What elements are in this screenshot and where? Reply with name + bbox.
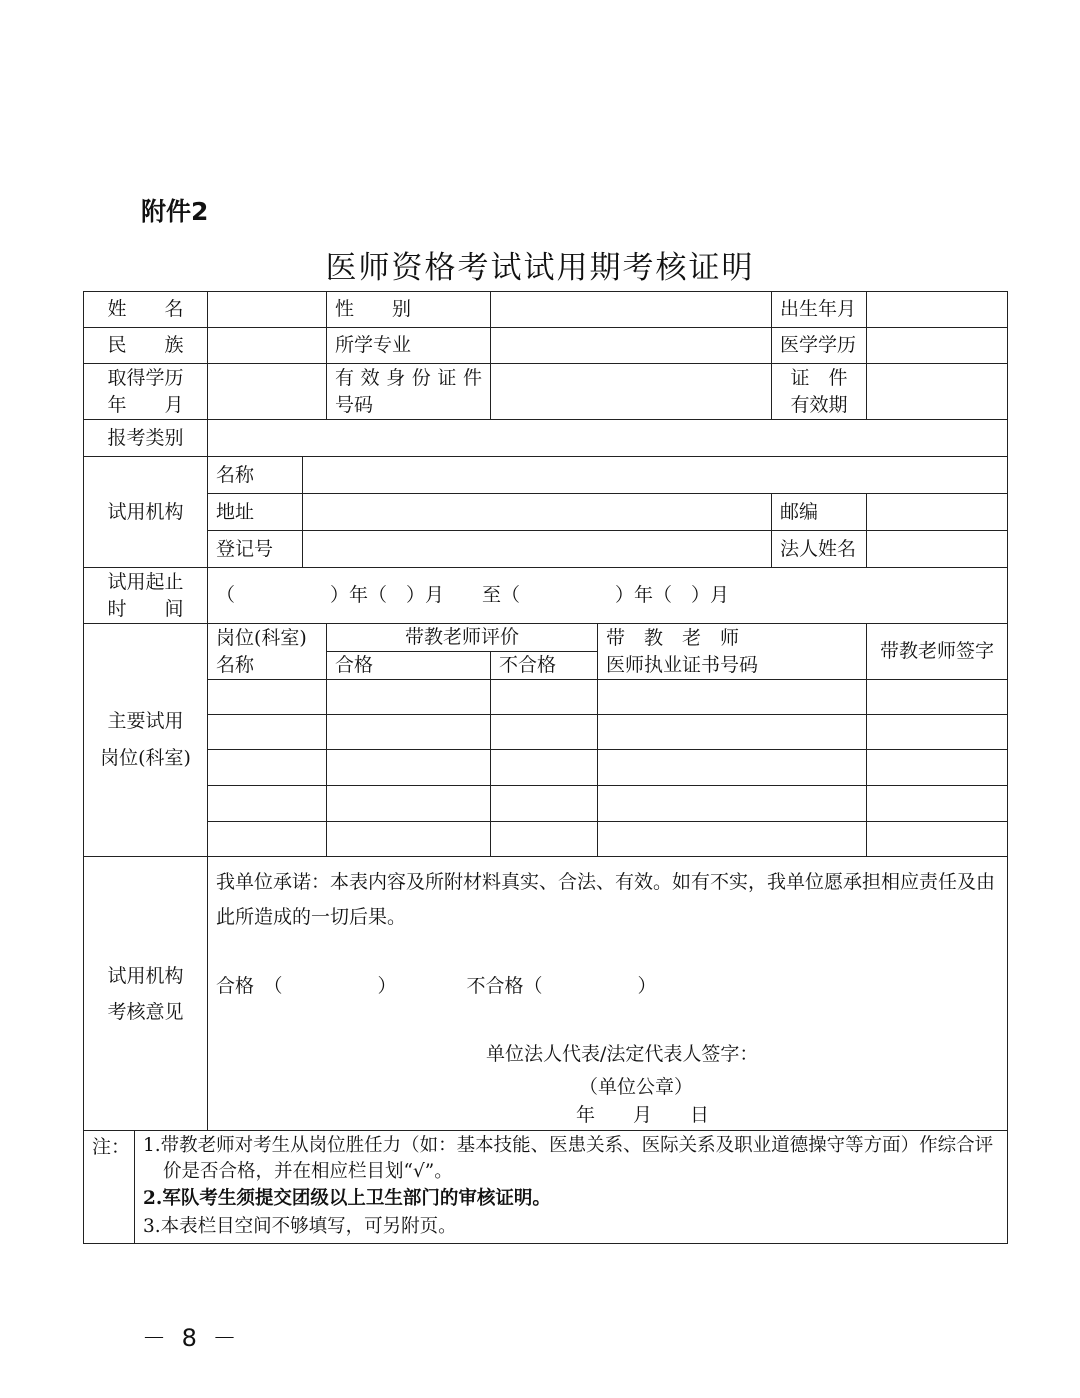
label-institution-name: 名称 xyxy=(208,457,303,494)
label-trial-period xyxy=(84,568,208,624)
col-teacher-evaluation: 带教老师评价 xyxy=(327,624,598,652)
label-id-number-line1: 有效身份证件 xyxy=(335,366,482,389)
major-field[interactable] xyxy=(491,328,772,364)
medical-edu-field[interactable] xyxy=(867,328,1008,364)
page-number: － 8 － xyxy=(142,1324,241,1352)
post-fail-cell[interactable] xyxy=(491,680,598,715)
label-assessment-opinion-line1: 试用机构 xyxy=(107,964,184,987)
col-post-name-line1: 岗位(科室) xyxy=(216,626,307,649)
institution-address-field[interactable] xyxy=(303,494,772,531)
post-fail-cell[interactable] xyxy=(491,786,598,822)
exam-form-table xyxy=(83,291,1008,1244)
post-name-cell[interactable] xyxy=(208,822,327,857)
form-title: 医师资格考试试用期考核证明 xyxy=(325,250,755,286)
post-pass-cell[interactable] xyxy=(327,822,491,857)
degree-date-field[interactable] xyxy=(208,364,327,420)
name-field[interactable] xyxy=(208,292,327,328)
post-license-cell[interactable] xyxy=(598,822,867,857)
notes-content xyxy=(135,1131,1008,1243)
post-pass-cell[interactable] xyxy=(327,786,491,822)
post-name-cell[interactable] xyxy=(208,786,327,822)
promise-text: 我单位承诺：本表内容及所附材料真实、合法、有效。如有不实，我单位愿承担相应责任及由此所造成的一切后果。 xyxy=(216,871,996,928)
label-main-posts-line2: 岗位(科室) xyxy=(100,747,191,769)
col-pass: 合格 xyxy=(327,652,491,680)
label-medical-edu: 医学学历 xyxy=(772,328,867,364)
opinion-pass[interactable]: 合格 （ ） xyxy=(216,975,397,997)
postcode-field[interactable] xyxy=(867,494,1008,531)
col-fail: 不合格 xyxy=(491,652,598,680)
post-row xyxy=(84,786,1008,822)
trial-period-field[interactable]: （ ）年（ ）月 至（ ）年（ ）月 xyxy=(208,568,1008,624)
label-institution-address: 地址 xyxy=(208,494,303,531)
post-name-cell[interactable] xyxy=(208,680,327,715)
assessment-opinion-field xyxy=(208,857,1008,1131)
post-license-cell[interactable] xyxy=(598,786,867,822)
institution-name-field[interactable] xyxy=(303,457,1008,494)
post-license-cell[interactable] xyxy=(598,715,867,750)
label-validity xyxy=(772,364,867,420)
post-pass-cell[interactable] xyxy=(327,715,491,750)
col-teacher-license xyxy=(598,624,867,680)
col-post-name-line2: 名称 xyxy=(216,653,255,676)
birth-field[interactable] xyxy=(867,292,1008,328)
label-assessment-opinion xyxy=(84,857,208,1131)
label-assessment-opinion-line2: 考核意见 xyxy=(107,1000,184,1023)
label-degree-date xyxy=(84,364,208,420)
label-registration-number: 登记号 xyxy=(208,531,303,568)
label-gender: 性 别 xyxy=(327,292,491,328)
post-pass-cell[interactable] xyxy=(327,680,491,715)
post-row xyxy=(84,822,1008,857)
post-sign-cell[interactable] xyxy=(867,715,1008,750)
post-sign-cell[interactable] xyxy=(867,750,1008,786)
attachment-label: 附件2 xyxy=(141,197,209,226)
post-row xyxy=(84,715,1008,750)
exam-category-field[interactable] xyxy=(208,420,1008,457)
col-teacher-signature: 带教老师签字 xyxy=(867,624,1008,680)
post-row xyxy=(84,680,1008,715)
note-2: 2.军队考生须提交团级以上卫生部门的审核证明。 xyxy=(143,1188,551,1209)
post-sign-cell[interactable] xyxy=(867,680,1008,715)
post-name-cell[interactable] xyxy=(208,715,327,750)
opinion-fail[interactable]: 不合格（ ） xyxy=(466,975,657,997)
label-validity-line2: 有效期 xyxy=(790,393,848,416)
ethnic-field[interactable] xyxy=(208,328,327,364)
label-exam-category: 报考类别 xyxy=(84,420,208,457)
label-id-number xyxy=(327,364,491,420)
note-3: 3.本表栏目空间不够填写，可另附页。 xyxy=(143,1216,457,1237)
label-id-number-line2: 号码 xyxy=(335,393,374,416)
label-ethnic: 民 族 xyxy=(84,328,208,364)
post-row xyxy=(84,750,1008,786)
post-fail-cell[interactable] xyxy=(491,750,598,786)
validity-field[interactable] xyxy=(867,364,1008,420)
post-pass-cell[interactable] xyxy=(327,750,491,786)
label-main-posts xyxy=(84,624,208,857)
label-degree-date-line1: 取得学历 xyxy=(107,366,184,389)
post-license-cell[interactable] xyxy=(598,680,867,715)
unit-seal: （单位公章） xyxy=(579,1076,694,1098)
notes-row xyxy=(84,1131,1008,1244)
label-birth: 出生年月 xyxy=(772,292,867,328)
note-1: 1.带教老师对考生从岗位胜任力（如：基本技能、医患关系、医际关系及职业道德操守等方面）作综合评价是否合格，并在相应栏目划“√”。 xyxy=(143,1135,994,1182)
notes-label: 注： xyxy=(84,1131,135,1243)
post-license-cell[interactable] xyxy=(598,750,867,786)
col-teacher-license-line1: 带 教 老 师 xyxy=(606,626,740,649)
id-number-field[interactable] xyxy=(491,364,772,420)
label-trial-period-line1: 试用起止 xyxy=(107,570,184,593)
sign-date[interactable]: 年 月 日 xyxy=(576,1104,710,1126)
label-major: 所学专业 xyxy=(327,328,491,364)
post-fail-cell[interactable] xyxy=(491,822,598,857)
label-trial-period-line2: 时 间 xyxy=(107,597,184,620)
registration-number-field[interactable] xyxy=(303,531,772,568)
col-post-name xyxy=(208,624,327,680)
post-sign-cell[interactable] xyxy=(867,822,1008,857)
label-postcode: 邮编 xyxy=(772,494,867,531)
col-teacher-license-line2: 医师执业证书号码 xyxy=(606,653,759,676)
label-name: 姓 名 xyxy=(84,292,208,328)
post-fail-cell[interactable] xyxy=(491,715,598,750)
signature-line[interactable]: 单位法人代表/法定代表人签字： xyxy=(486,1043,759,1065)
post-name-cell[interactable] xyxy=(208,750,327,786)
post-sign-cell[interactable] xyxy=(867,786,1008,822)
label-validity-line1: 证 件 xyxy=(790,366,848,389)
legal-person-field[interactable] xyxy=(867,531,1008,568)
label-legal-person: 法人姓名 xyxy=(772,531,867,568)
label-main-posts-line1: 主要试用 xyxy=(107,710,184,732)
gender-field[interactable] xyxy=(491,292,772,328)
label-institution: 试用机构 xyxy=(84,457,208,568)
label-degree-date-line2: 年 月 xyxy=(107,393,184,416)
